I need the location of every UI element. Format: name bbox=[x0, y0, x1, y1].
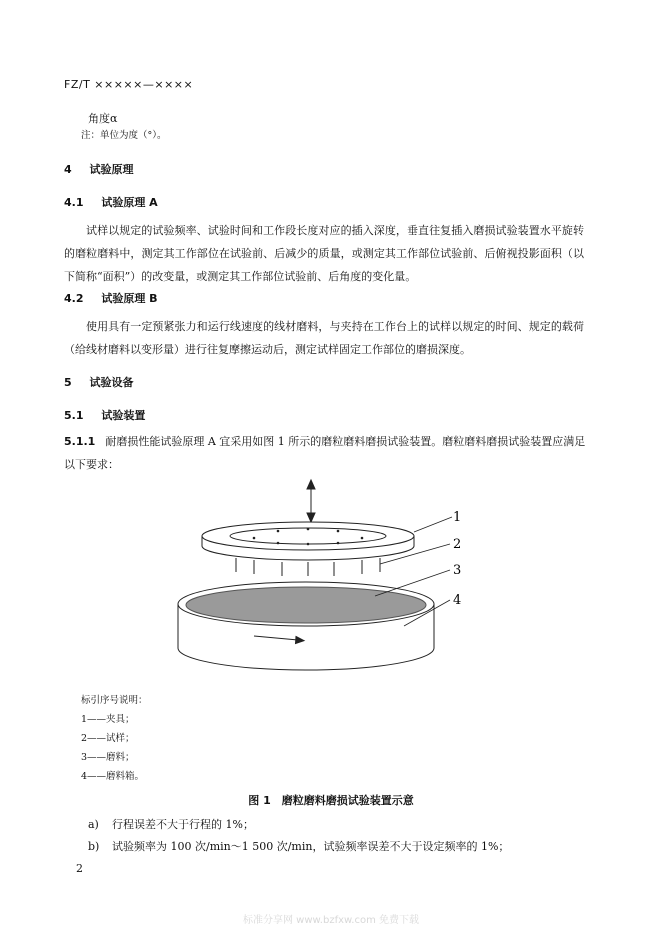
legend-item: 3——磨料； bbox=[81, 752, 135, 763]
section-title: 试验原理 A bbox=[101, 196, 158, 209]
callout-4: 4 bbox=[453, 593, 462, 608]
section-title: 试验原理 B bbox=[101, 292, 158, 305]
section-number: 5.1 bbox=[64, 409, 84, 422]
section-number: 4 bbox=[64, 163, 72, 176]
figure-caption: 图 1 磨粒磨料磨损试验装置示意 bbox=[248, 794, 414, 807]
list-text: 试验频率为 100 次/min～1 500 次/min，试验频率误差不大于设定频率的 1%； bbox=[112, 840, 510, 853]
list-marker: a) bbox=[88, 818, 99, 831]
abrasive-material bbox=[186, 587, 426, 623]
angle-label: 角度α bbox=[88, 112, 118, 125]
section-number: 4.2 bbox=[64, 292, 84, 305]
page-number: 2 bbox=[76, 862, 83, 875]
section-4-2-paragraph: 使用具有一定预紧张力和运行线速度的线材磨料，与夹持在工作台上的试样以规定的时间、规定的载荷（给线材磨料以变形量）进行往复摩擦运动后，测定试样固定工作部位的磨损深度。 bbox=[64, 320, 584, 356]
legend-item: 4——磨料箱。 bbox=[81, 771, 145, 782]
section-number: 4.1 bbox=[64, 196, 84, 209]
section-title: 试验装置 bbox=[101, 409, 146, 422]
section-4-2-heading bbox=[64, 290, 158, 306]
section-4-1-heading bbox=[64, 194, 158, 210]
callout-2: 2 bbox=[453, 537, 462, 552]
section-5-1-1-paragraph bbox=[64, 430, 586, 476]
clause-number: 5.1.1 bbox=[64, 435, 96, 448]
abrasive-box bbox=[178, 582, 434, 670]
figure-legend bbox=[81, 691, 148, 786]
standard-code: FZ/T ×××××—×××× bbox=[64, 78, 194, 91]
section-4-1-paragraph: 试样以规定的试验频率、试验时间和工作段长度对应的插入深度，垂直往复插入磨损试验装置水平旋转的磨粒磨料中，测定其工作部位在试验前、后减少的质量，或测定其工作部位试验前、后俯视投影面积（以下简称“面积”）的改变量，或测定其工作部位试验前、后角度的变化量。 bbox=[64, 224, 584, 283]
callout-3: 3 bbox=[453, 563, 462, 578]
list-marker: b) bbox=[88, 840, 100, 853]
section-5-heading bbox=[64, 374, 134, 390]
section-number: 5 bbox=[64, 376, 72, 389]
callout-1: 1 bbox=[453, 510, 462, 525]
legend-item: 2——试样； bbox=[81, 733, 135, 744]
section-title: 试验设备 bbox=[89, 376, 134, 389]
reciprocating-arrow bbox=[307, 480, 315, 522]
angle-note: 注：单位为度（°）。 bbox=[81, 130, 167, 141]
specimen-needles bbox=[236, 558, 380, 576]
legend-title: 标引序号说明： bbox=[81, 695, 148, 706]
section-5-1-heading bbox=[64, 407, 145, 423]
footer-watermark: 标准分享网 www.bzfxw.com 免费下载 bbox=[243, 915, 419, 926]
section-4-heading bbox=[64, 161, 134, 177]
requirements-list bbox=[88, 814, 509, 858]
legend-item: 1——夹具； bbox=[81, 714, 135, 725]
abrasion-apparatus-diagram bbox=[150, 476, 480, 686]
section-title: 试验原理 bbox=[89, 163, 134, 176]
list-item bbox=[88, 814, 509, 836]
clause-text: 耐磨损性能试验原理 A 宜采用如图 1 所示的磨粒磨料磨损试验装置。磨粒磨料磨损试验装置应满足以下要求： bbox=[64, 435, 586, 471]
list-text: 行程误差不大于行程的 1%； bbox=[112, 818, 254, 831]
list-item bbox=[88, 836, 509, 858]
